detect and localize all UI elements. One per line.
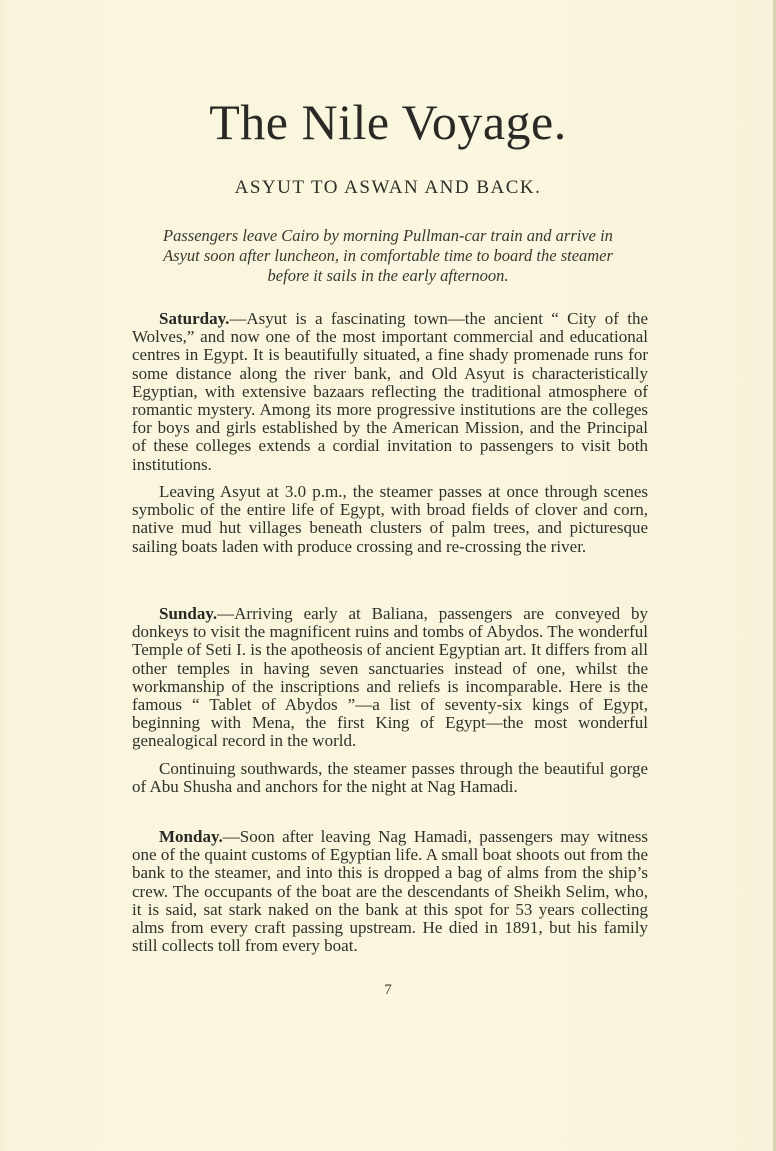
- day-label-sunday: Sunday.: [159, 604, 218, 623]
- page-number: 7: [384, 982, 392, 998]
- intro-paragraph: Passengers leave Cairo by morning Pullman-car train and arrive in Asyut soon after luncheon, in comfortable time to board the steamer before it sails in the early afternoon.: [163, 226, 613, 285]
- paragraph-leaving-asyut: [132, 483, 648, 556]
- paragraph-text: —Arriving early at Baliana, passengers are conveyed by donkeys to visit the magnificent ruins and tombs of Abydos. The wonderful Temple of Seti I. is the apotheosis of ancient Egyptian art. It differs from all other temples in having seven sanctuaries instead of one, whilst the workmanship of the inscriptions and reliefs is incomparable. Here is the famous “ Tablet of Abydos ”—a list of seventy-six kings of Egypt, beginning with Mena, the first King of Egypt—the most wonderful genealogical record in the world.: [132, 604, 648, 751]
- paragraph-text: —Soon after leaving Nag Hamadi, passengers may witness one of the quaint customs of Egyptian life. A small boat shoots out from the bank to the steamer, and into this is dropped a bag of alms from the ship’s crew. The occupants of the boat are the descendants of Sheikh Selim, who, it is said, sat stark naked on the bank at this spot for 53 years collecting alms from every craft passing upstream. He died in 1891, but his family still collects toll from every boat.: [132, 827, 648, 956]
- paragraph-sunday: [132, 605, 648, 751]
- paragraph-monday: [132, 828, 648, 955]
- page-title: The Nile Voyage.: [209, 94, 567, 150]
- paragraph-text: Continuing southwards, the steamer passes through the beautiful gorge of Abu Shusha and anchors for the night at Nag Hamadi.: [132, 759, 648, 797]
- paragraph-saturday: [132, 310, 648, 474]
- section-subtitle: ASYUT TO ASWAN AND BACK.: [234, 177, 542, 198]
- paragraph-text: Leaving Asyut at 3.0 p.m., the steamer passes at once through scenes symbolic of the entire life of Egypt, with broad fields of clover and corn, native mud hut villages beneath clusters of palm trees, and picturesque sailing boats laden with produce crossing and re-crossing the river.: [132, 482, 648, 556]
- paragraph-continuing: [132, 760, 648, 796]
- day-label-saturday: Saturday.: [159, 309, 230, 328]
- paragraph-text: —Asyut is a fascinating town—the ancient “ City of the Wolves,” and now one of the most important commercial and educational centres in Egypt. It is beautifully situated, a fine shady promenade runs for some distance along the river bank, and Old Asyut is characteristically Egyptian, with extensive bazaars reflecting the traditional atmosphere of romantic mystery. Among its more progressive institutions are the colleges for boys and girls established by the American Mission, and the Principal of these colleges extends a cordial invitation to passengers to visit both institutions.: [132, 309, 648, 474]
- day-label-monday: Monday.: [159, 827, 223, 846]
